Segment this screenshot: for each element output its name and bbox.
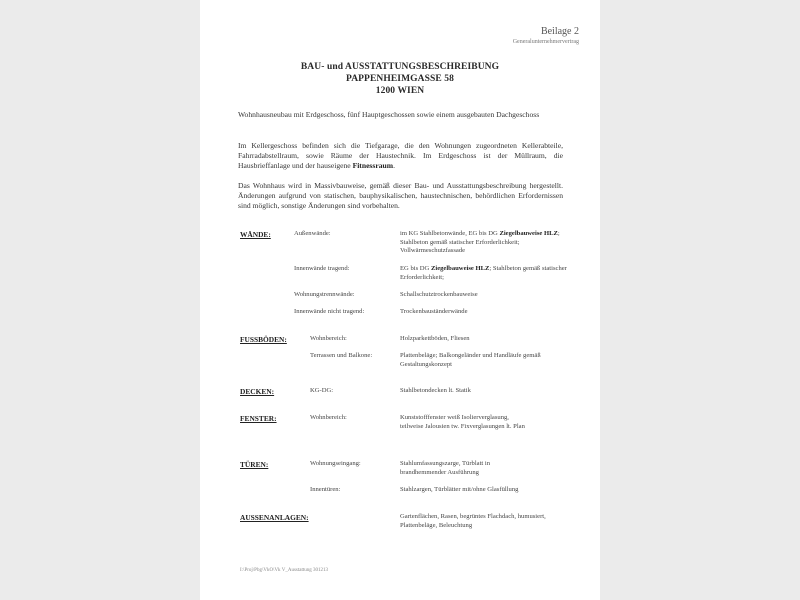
footer-path: I:\Proj\Pbg\VkO\Vk V_Ausstattung 301213: [240, 568, 328, 573]
value-wohnungseingang: Stahlumfassungszarge, Türblatt in brandhemmender Ausführung: [400, 460, 491, 476]
aussenwaende-text: im KG Stahlbetonwände, EG bis DG: [400, 230, 498, 237]
value-aussenwaende: [400, 230, 570, 256]
aussenwaende-bold: Ziegelbauweise HLZ: [499, 230, 558, 237]
section-aussenanlagen-heading: AUSSENANLAGEN:: [240, 513, 309, 522]
value-innentueren: Stahlzargen, Türblätter mit/ohne Glasfüllung: [400, 486, 519, 493]
label-terrassen-balkone: Terrassen und Balkone:: [310, 352, 373, 359]
label-wohnbereich-fenster: Wohnbereich:: [310, 414, 347, 421]
value-innenwaende-nicht-tragend: Trockenbauständerwände: [400, 308, 468, 315]
value-innenwaende-tragend: [400, 265, 570, 282]
innenwaende-text-2: ; Stahlbeton gemäß statischer Erforderlichkeit;: [400, 265, 567, 281]
value-terrassen-balkone: Plattenbeläge; Balkongeländer und Handläufe gemäß Gestaltungskonzept: [400, 352, 541, 368]
label-innenwaende-nicht-tragend: Innenwände nicht tragend:: [294, 308, 365, 315]
contract-subtitle: Generalunternehmervertrag: [512, 39, 579, 45]
document-title: BAU- und AUSSTATTUNGSBESCHREIBUNG: [300, 62, 500, 72]
intro-paragraph-2: [238, 141, 563, 171]
label-wohnungstrennwaende: Wohnungstrennwände:: [294, 291, 355, 298]
innenwaende-text: EG bis DG: [400, 265, 431, 272]
value-decken: Stahlbetondecken lt. Statik: [400, 387, 471, 394]
label-aussenwaende: Außenwände:: [294, 230, 331, 237]
section-tueren-heading: TÜREN:: [240, 460, 269, 469]
city-line: 1200 WIEN: [375, 86, 425, 96]
section-decken-heading: DECKEN:: [240, 387, 275, 396]
document-page: [200, 0, 600, 600]
label-innentueren: Innentüren:: [310, 486, 341, 493]
label-innenwaende-tragend: Innenwände tragend:: [294, 265, 350, 272]
section-fussboeden-heading: FUSSBÖDEN:: [240, 335, 287, 344]
fitnessraum-text: Fitnessraum: [352, 161, 394, 170]
value-fenster: Kunststofffenster weiß Isolierverglasung, teilweise Jalousien tw. Fixverglasungen lt. Plan: [400, 414, 525, 430]
section-fenster-heading: FENSTER:: [240, 414, 277, 423]
label-wohnbereich-boden: Wohnbereich:: [310, 335, 347, 342]
address-line: PAPPENHEIMGASSE 58: [346, 74, 454, 84]
intro-p2-end: .: [393, 161, 395, 170]
value-aussenanlagen: Gartenflächen, Rasen, begrüntes Flachdach, humusiert, Plattenbeläge, Beleuchtung: [400, 513, 546, 529]
aussenwaende-text-2: ; Stahlbeton gemäß statischer Erforderlichkeit; Vollwärmeschutzfassade: [400, 230, 560, 254]
value-wohnungstrennwaende: Schallschutztrockenbauweise: [400, 291, 478, 298]
intro-paragraph-3: Das Wohnhaus wird in Massivbauweise, gemäß dieser Bau- und Ausstattungsbeschreibung hergestellt. Änderungen aufgrund von statischen, bauphysikalischen, haustechnischen, behördlichen Erfordernissen sind möglich, sonstige Änderungen sind vorbehalten.: [238, 181, 563, 210]
label-kg-dg: KG-DG:: [310, 387, 334, 394]
innenwaende-bold: Ziegelbauweise HLZ: [430, 265, 490, 272]
section-waende-heading: WÄNDE:: [240, 230, 271, 239]
label-wohnungseingang: Wohnungseingang:: [310, 460, 361, 467]
value-wohnbereich-boden: Holzparkettböden, Fliesen: [400, 335, 470, 342]
beilage-label: Beilage 2: [540, 26, 579, 37]
intro-paragraph-1: Wohnhausneubau mit Erdgeschoss, fünf Hauptgeschossen sowie einem ausgebauten Dachgeschoss: [238, 110, 540, 119]
intro-p2-text: Im Kellergeschoss befinden sich die Tiefgarage, die den Wohnungen zugeordneten Kellerabteile, Fahrradabstellraum, sowie Räume der Haustechnik. Im Erdgeschoss ist der Müllraum, die Hausbrieffanlage und der hauseigene: [238, 141, 563, 170]
